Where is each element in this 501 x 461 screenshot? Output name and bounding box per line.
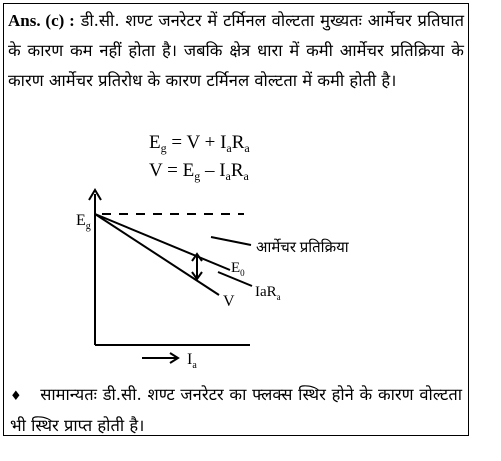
v-line bbox=[95, 214, 219, 295]
note-text: सामान्यतः डी.सी. शण्ट जनरेटर का फ्लक्स स्थिर होने के कारण वोल्टता भी स्थिर प्राप्त होती है। bbox=[10, 385, 463, 435]
equation-2: $V = E_g - I_aR_a$ bbox=[149, 160, 249, 183]
eg-label: $E_g$ bbox=[76, 212, 91, 232]
v-label: V bbox=[223, 293, 235, 310]
characteristic-diagram bbox=[4, 4, 470, 384]
e0-label: $E_0$ bbox=[231, 260, 245, 278]
answer-label: Ans. (c) : bbox=[8, 11, 75, 30]
answer-text: डी.सी. शण्ट जनरेटर में टर्मिनल वोल्टता मुख्यतः आर्मेचर प्रतिघात के कारण कम नहीं होता है। जबकि क्षेत्र धारा में कमी आर्मेचर प्रतिक्रिया के कारण आर्मेचर प्रतिरोध के कारण टर्मिनल वोल्टता में कमी होती है। bbox=[8, 11, 464, 90]
note-paragraph bbox=[10, 380, 462, 440]
iara-label: IaR$_a$ bbox=[255, 284, 281, 302]
diamond-bullet-icon: ♦ bbox=[10, 389, 23, 404]
ia-label: $I_a$ bbox=[187, 351, 197, 371]
armature-reaction-label: आर्मेचर प्रतिक्रिया bbox=[256, 240, 349, 256]
armature-reaction-leader bbox=[211, 237, 251, 245]
answer-box bbox=[3, 3, 469, 436]
e0-line bbox=[95, 214, 230, 270]
equation-1: $E_g = V + I_aR_a$ bbox=[149, 132, 250, 155]
